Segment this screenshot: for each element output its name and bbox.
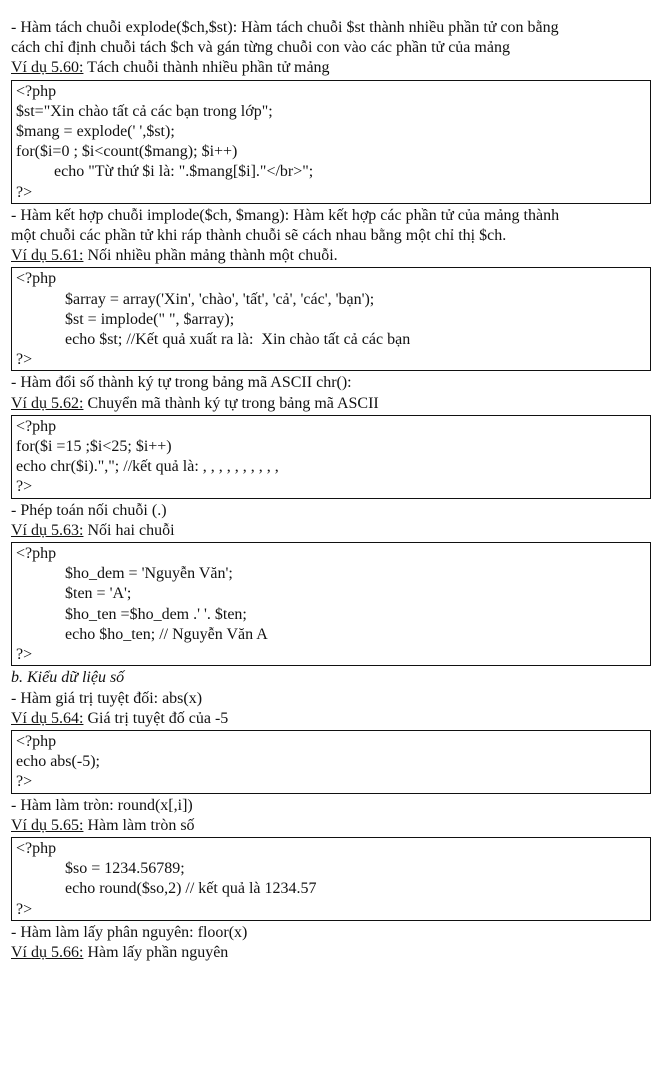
- example-title: Nối hai chuỗi: [83, 521, 175, 539]
- code-line: ?>: [16, 773, 33, 791]
- example-5-64-caption: [11, 709, 651, 729]
- implode-description-line-1: - Hàm kết hợp chuỗi implode($ch, $mang): Hàm kết hợp các phần tử của mảng thành: [11, 206, 560, 224]
- section-heading-numeric-types: b. Kiểu dữ liệu số: [11, 669, 125, 687]
- code-box-example-5-62: [11, 415, 651, 499]
- code-box-example-5-65: [11, 837, 651, 921]
- explode-description-line-2: cách chỉ định chuỗi tách $ch và gán từng chuỗi con vào các phần tử của mảng: [11, 39, 510, 57]
- example-number: Ví dụ 5.66:: [11, 943, 84, 961]
- concat-description: - Phép toán nối chuỗi (.): [11, 501, 167, 519]
- code-line: $ho_dem = 'Nguyễn Văn';: [65, 565, 233, 583]
- example-number: Ví dụ 5.62:: [11, 394, 84, 412]
- example-5-60-caption: [11, 58, 651, 78]
- example-title: Giá trị tuyệt đố của -5: [83, 709, 229, 727]
- code-line: <?php: [16, 82, 57, 100]
- explode-description-line-1: - Hàm tách chuỗi explode($ch,$st): Hàm tách chuỗi $st thành nhiều phần tử con bằng: [11, 19, 559, 36]
- code-line: <?php: [16, 270, 57, 288]
- code-line: echo "Từ thứ $i là: ".$mang[$i]."</br>";: [54, 163, 314, 181]
- floor-description: - Hàm làm lấy phân nguyên: floor(x): [11, 923, 248, 941]
- example-number: Ví dụ 5.61:: [11, 247, 84, 265]
- example-5-62-caption: [11, 394, 651, 414]
- code-line: echo abs(-5);: [16, 753, 100, 771]
- code-line: <?php: [16, 545, 57, 563]
- example-number: Ví dụ 5.64:: [11, 709, 84, 727]
- example-number: Ví dụ 5.63:: [11, 521, 84, 539]
- code-line: $st = implode(" ", $array);: [65, 310, 235, 328]
- example-number: Ví dụ 5.60:: [11, 59, 84, 77]
- round-description: - Hàm làm tròn: round(x[,i]): [11, 796, 193, 814]
- example-number: Ví dụ 5.65:: [11, 816, 84, 834]
- code-line: <?php: [16, 417, 57, 435]
- code-box-example-5-61: [11, 267, 651, 371]
- code-line: <?php: [16, 839, 57, 857]
- document-content: [11, 18, 651, 963]
- code-line: $so = 1234.56789;: [65, 860, 185, 878]
- chr-description: - Hàm đổi số thành ký tự trong bảng mã ASCII chr():: [11, 374, 352, 392]
- example-5-63-caption: [11, 521, 651, 541]
- code-line: <?php: [16, 732, 57, 750]
- example-title: Tách chuỗi thành nhiều phần tử mảng: [83, 59, 330, 77]
- example-5-66-caption: [11, 943, 651, 963]
- code-box-example-5-60: [11, 80, 651, 204]
- code-line: ?>: [16, 351, 33, 369]
- code-line: ?>: [16, 478, 33, 496]
- abs-description: - Hàm giá trị tuyệt đối: abs(x): [11, 689, 203, 707]
- code-line: $ten = 'A';: [65, 585, 132, 603]
- example-title: Hàm làm tròn số: [83, 816, 195, 834]
- example-title: Chuyển mã thành ký tự trong bảng mã ASCII: [83, 394, 379, 412]
- code-line: $st="Xin chào tất cả các bạn trong lớp";: [16, 102, 273, 120]
- code-line: ?>: [16, 183, 33, 201]
- code-line: for($i =15 ;$i<25; $i++): [16, 438, 172, 456]
- example-5-61-caption: [11, 246, 651, 266]
- code-box-example-5-64: [11, 730, 651, 794]
- code-line: echo chr($i).","; //kết quả là: , , , , , , , , , ,: [16, 458, 279, 476]
- example-5-65-caption: [11, 816, 651, 836]
- example-title: Hàm lấy phần nguyên: [83, 943, 229, 961]
- example-title: Nối nhiều phần mảng thành một chuỗi.: [83, 247, 338, 265]
- code-line: echo $st; //Kết quả xuất ra là: Xin chào tất cả các bạn: [65, 331, 411, 349]
- code-line: for($i=0 ; $i<count($mang); $i++): [16, 143, 238, 161]
- code-box-example-5-63: [11, 542, 651, 666]
- code-line: echo round($so,2) // kết quả là 1234.57: [65, 880, 317, 898]
- code-line: $ho_ten =$ho_dem .' '. $ten;: [65, 605, 247, 623]
- code-line: echo $ho_ten; // Nguyễn Văn A: [65, 625, 268, 643]
- code-line: ?>: [16, 900, 33, 918]
- implode-description-line-2: một chuỗi các phần tử khi ráp thành chuỗi sẽ cách nhau bằng một chỉ thị $ch.: [11, 227, 507, 245]
- code-line: $array = array('Xin', 'chào', 'tất', 'cả', 'các', 'bạn');: [65, 290, 375, 308]
- code-line: $mang = explode(' ',$st);: [16, 123, 175, 141]
- code-line: ?>: [16, 646, 33, 664]
